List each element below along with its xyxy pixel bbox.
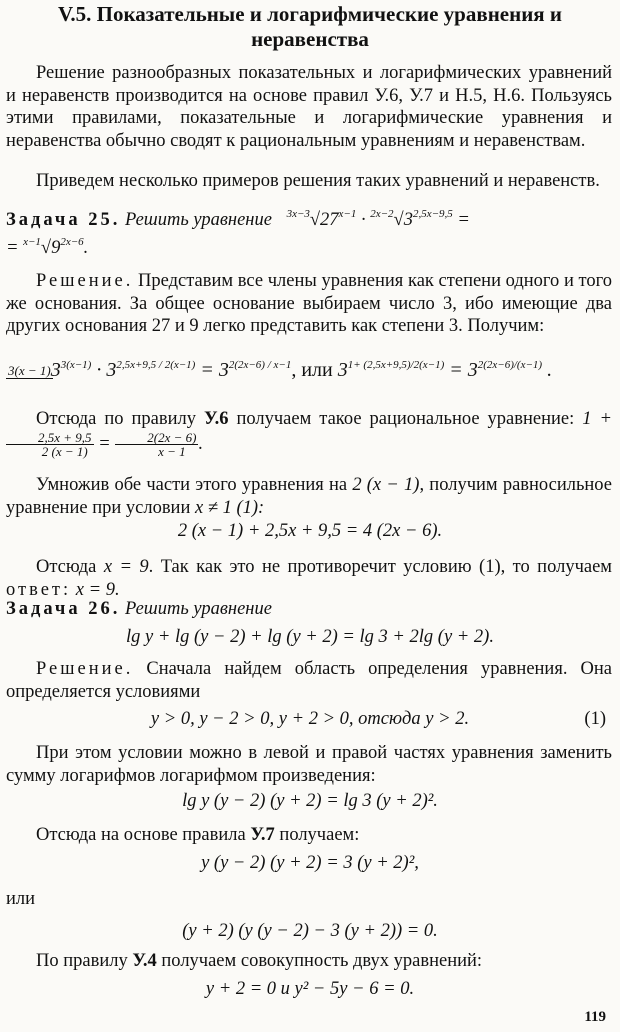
- rule-text-start: Отсюда по правилу: [36, 409, 197, 429]
- task26-log-product: lg y (y − 2) (y + 2) = lg 3 (y + 2)².: [182, 791, 438, 811]
- task26-or-word: или: [6, 889, 36, 909]
- rule-ref: У.6: [204, 409, 229, 429]
- conclusion-start: Отсюда: [36, 557, 97, 577]
- task26-solution-text: Сначала найдем область определения уравнения. Она определяется условиями: [6, 659, 612, 702]
- task25-multiply-text: [6, 474, 612, 519]
- section-title: V.5. Показательные и логарифмические уравнения и неравенства: [57, 2, 563, 52]
- task26-rule7-text: [6, 824, 612, 847]
- answer-label: ответ:: [6, 579, 72, 600]
- task25-equation-part2: = $^{x-1}√9^{2x-6}$.: [6, 236, 89, 258]
- conclusion-end: . Так как это не противоречит условию (1), то получаем: [148, 557, 613, 577]
- condition-1: x ≠ 1 (1):: [194, 497, 265, 518]
- task26-poly-equation: y (y − 2) (y + 2) = 3 (y + 2)²,: [201, 853, 419, 873]
- answer-value: x = 9.: [75, 579, 120, 600]
- or-word: , или: [291, 359, 333, 381]
- task26-label: Задача 26.: [6, 599, 121, 619]
- task25-equation-part1: $^{3x-3}√27^{x-1} \cdot ^{2x-2}√3^{2,5x-9,5}$ =: [286, 208, 470, 230]
- task26-rule4-text: [6, 950, 612, 973]
- rule-text-end: получаем такое рациональное уравнение:: [236, 409, 575, 429]
- rule7-text-end: получаем:: [279, 825, 360, 845]
- task25-label: Задача 25.: [6, 210, 121, 230]
- task25-prompt: Решить уравнение: [124, 210, 272, 230]
- task26-solution: [6, 658, 612, 703]
- task25-conclusion: [6, 556, 612, 601]
- domain-tag: (1): [584, 709, 606, 729]
- rule4-text-start: По правилу: [36, 951, 128, 971]
- task25-statement: [6, 208, 612, 232]
- task25-rational-equation: 1 + $\frac{2,5x + 9,5}{2 (x - 1)}$ = $\frac{2(2x - 6)}{x - 1}$ .: [6, 409, 612, 454]
- rule4-text-end: получаем совокупность двух уравнений:: [161, 951, 483, 971]
- task25-solution: [6, 270, 612, 338]
- multiply-factor: 2 (x − 1): [352, 475, 420, 495]
- page-number: 119: [584, 1009, 606, 1025]
- task25-rule-text: [6, 408, 612, 459]
- task26-prompt: Решить уравнение: [124, 599, 272, 619]
- rule7-text-start: Отсюда на основе правила: [36, 825, 246, 845]
- task26-solution-label: Решение.: [36, 659, 134, 679]
- intro-paragraph-2: Приведем несколько примеров решения таких уравнений и неравенств.: [36, 171, 600, 191]
- multiply-text-end: , получим равносильное уравнение при условии: [6, 475, 612, 518]
- task25-solution-label: Решение.: [36, 271, 134, 291]
- task26-domain: [0, 708, 620, 731]
- multiply-text-start: Умножив обе части этого уравнения на: [36, 475, 348, 495]
- rule7-ref: У.7: [250, 825, 275, 845]
- task26-equation: lg y + lg (y − 2) + lg (y + 2) = lg 3 + 2lg (y + 2).: [126, 627, 494, 647]
- domain-conditions: y > 0, y − 2 > 0, y + 2 > 0, отсюда y > 2.: [150, 709, 470, 729]
- rule4-ref: У.4: [132, 951, 157, 971]
- task26-final-equations: y + 2 = 0 и y² − 5y − 6 = 0.: [205, 979, 415, 999]
- task26-statement: [6, 598, 612, 621]
- conclusion-x: x = 9: [103, 557, 149, 577]
- intro-paragraph-1: Решение разнообразных показательных и логарифмических уравнений и неравенств производится на основе правил У.6, У.7 и Н.5, Н.6. Пользуясь этими правилами, показательные и логарифмические уравнения и неравенства обычно сводят к рациональным уравнениям и неравенствам.: [6, 63, 612, 151]
- task25-power-equation: 3(x − 1) $3^{3(x-1)} \cdot 3^{2,5x+9,5 / 2(x-1)} = 3^{2(2x-6) / x-1}$, или $3^{1+ (2,5x+9,5)/2(x-1)} = 3^{2(2x-6)/(x-1)}$ .: [8, 359, 553, 381]
- task25-solution-text: Представим все члены уравнения как степени одного и того же основания. За общее основание выбираем число 3, ибо имеющие два других основания 27 и 9 легко представить как степени 3. Получим:: [6, 271, 613, 337]
- task26-factored-equation: (y + 2) (y (y − 2) − 3 (y + 2)) = 0.: [182, 921, 438, 941]
- task25-linear-equation: 2 (x − 1) + 2,5x + 9,5 = 4 (2x − 6).: [177, 521, 443, 541]
- task26-replace-text: При этом условии можно в левой и правой частях уравнения заменить сумму логарифмов логарифмом произведения:: [6, 743, 612, 786]
